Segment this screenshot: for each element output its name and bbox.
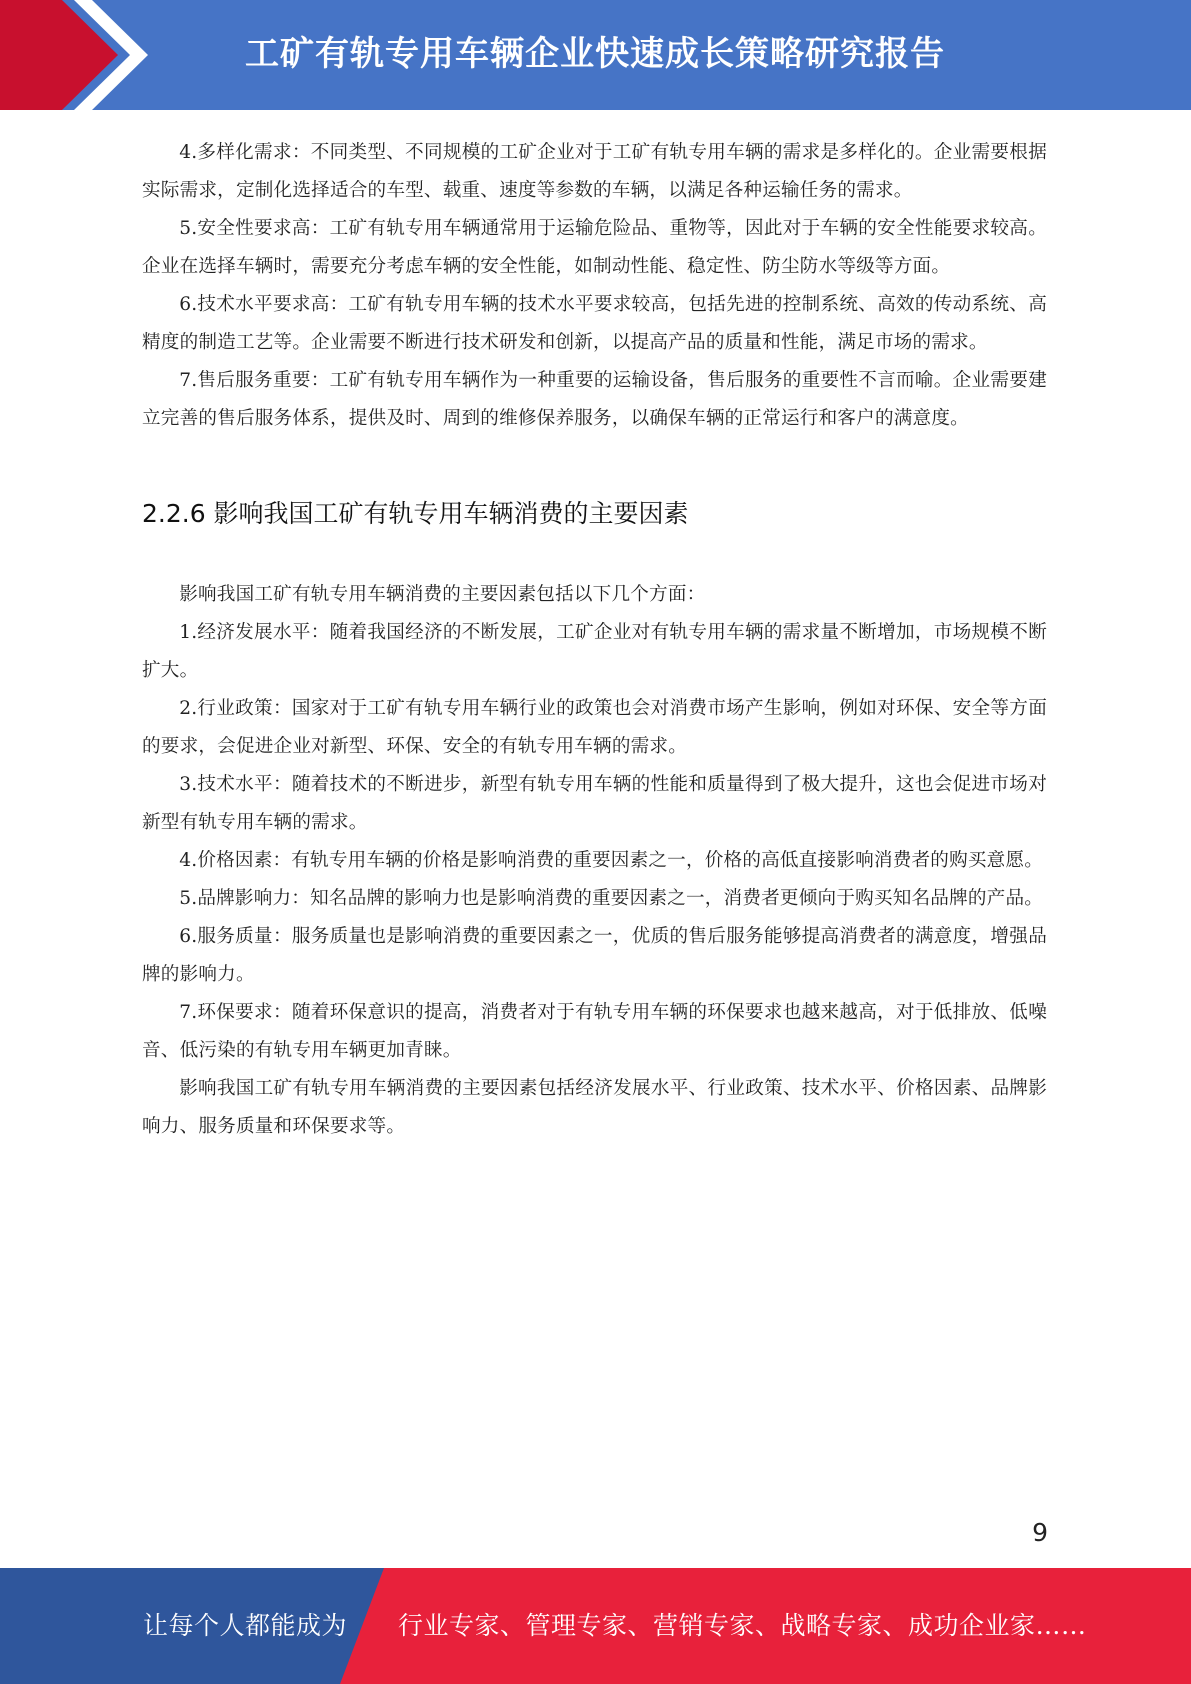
paragraph: 7.环保要求：随着环保意识的提高，消费者对于有轨专用车辆的环保要求也越来越高，对于低排放、低噪音、低污染的有轨专用车辆更加青睐。 [142,1002,1047,1061]
document-body [142,134,1047,1146]
paragraph: 3.技术水平：随着技术的不断进步，新型有轨专用车辆的性能和质量得到了极大提升，这也会促进市场对新型有轨专用车辆的需求。 [142,774,1047,833]
paragraph: 1.经济发展水平：随着我国经济的不断发展，工矿企业对有轨专用车辆的需求量不断增加，市场规模不断扩大。 [142,622,1047,681]
paragraph: 6.服务质量：服务质量也是影响消费的重要因素之一，优质的售后服务能够提高消费者的满意度，增强品牌的影响力。 [142,926,1047,985]
paragraph: 影响我国工矿有轨专用车辆消费的主要因素包括经济发展水平、行业政策、技术水平、价格因素、品牌影响力、服务质量和环保要求等。 [142,1078,1047,1137]
page-footer [0,1568,1191,1684]
footer-slogan-left: 让每个人都能成为 [143,1611,348,1640]
paragraph: 7.售后服务重要：工矿有轨专用车辆作为一种重要的运输设备，售后服务的重要性不言而喻。企业需要建立完善的售后服务体系，提供及时、周到的维修保养服务，以确保车辆的正常运行和客户的满意度。 [142,370,1047,429]
paragraph: 5.品牌影响力：知名品牌的影响力也是影响消费的重要因素之一，消费者更倾向于购买知名品牌的产品。 [179,888,1044,909]
paragraph: 影响我国工矿有轨专用车辆消费的主要因素包括以下几个方面： [179,584,706,605]
paragraph: 4.价格因素：有轨专用车辆的价格是影响消费的重要因素之一，价格的高低直接影响消费者的购买意愿。 [179,850,1044,871]
paragraph: 6.技术水平要求高：工矿有轨专用车辆的技术水平要求较高，包括先进的控制系统、高效的传动系统、高精度的制造工艺等。企业需要不断进行技术研发和创新，以提高产品的质量和性能，满足市场的需求。 [142,294,1047,353]
section-heading: 2.2.6 影响我国工矿有轨专用车辆消费的主要因素 [142,499,689,528]
page-header [0,0,1191,110]
paragraph: 4.多样化需求：不同类型、不同规模的工矿企业对于工矿有轨专用车辆的需求是多样化的。企业需要根据实际需求，定制化选择适合的车型、载重、速度等参数的车辆，以满足各种运输任务的需求。 [142,142,1047,201]
page-number: 9 [1032,1518,1048,1547]
paragraph: 5.安全性要求高：工矿有轨专用车辆通常用于运输危险品、重物等，因此对于车辆的安全性能要求较高。企业在选择车辆时，需要充分考虑车辆的安全性能，如制动性能、稳定性、防尘防水等级等方面。 [142,218,1047,277]
report-title: 工矿有轨专用车辆企业快速成长策略研究报告 [245,34,945,74]
paragraph: 2.行业政策：国家对于工矿有轨专用车辆行业的政策也会对消费市场产生影响，例如对环保、安全等方面的要求，会促进企业对新型、环保、安全的有轨专用车辆的需求。 [142,698,1047,757]
header-chevron-icon [0,0,160,110]
footer-slogan-right: 行业专家、管理专家、营销专家、战略专家、成功企业家…… [398,1611,1087,1640]
